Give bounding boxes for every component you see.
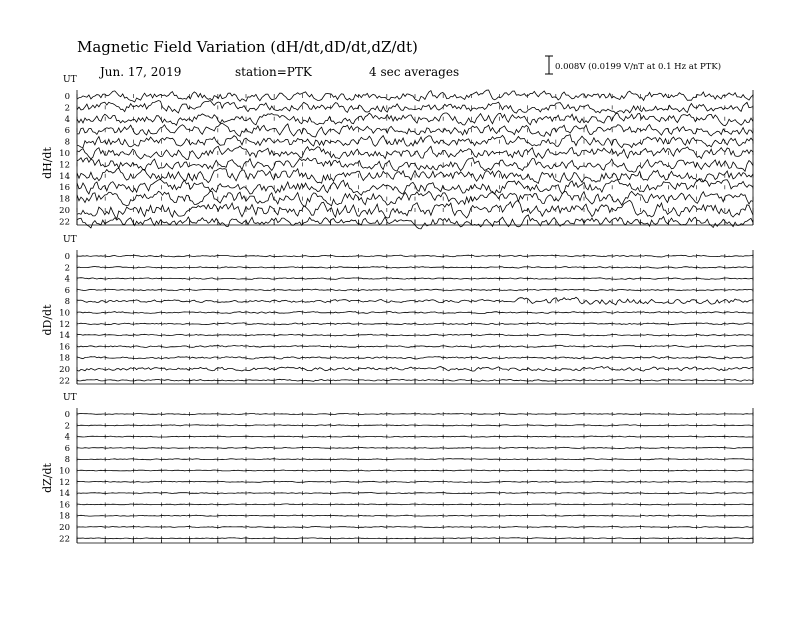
row-label-16: 16 [59,500,70,511]
panel-dH-dt [41,75,753,229]
trace-dD-dt-8 [77,297,753,305]
row-label-18: 18 [59,511,70,522]
row-label-2: 2 [64,421,70,432]
component-axis-label: dD/dt [41,304,54,336]
row-label-20: 20 [59,365,70,375]
row-label-6: 6 [64,126,70,137]
ut-label: UT [63,393,77,403]
row-label-0: 0 [64,252,70,262]
trace-dH-dt-8 [77,135,753,148]
row-label-16: 16 [59,342,70,353]
row-label-8: 8 [64,455,70,466]
row-label-10: 10 [59,466,70,477]
averaging-label: 4 sec averages [369,65,460,79]
row-label-20: 20 [59,523,70,533]
row-label-12: 12 [59,160,70,171]
ut-label: UT [63,75,77,85]
chart-title: Magnetic Field Variation (dH/dt,dD/dt,dZ/dt) [77,38,418,56]
date-label: Jun. 17, 2019 [100,65,182,79]
row-label-12: 12 [59,319,70,330]
row-label-2: 2 [64,263,70,274]
row-label-4: 4 [64,432,70,443]
row-label-18: 18 [59,353,70,364]
panel-dZ-dt [41,393,753,544]
scale-label: 0.008V (0.0199 V/nT at 0.1 Hz at PTK) [555,62,722,72]
row-label-22: 22 [59,217,70,228]
row-label-10: 10 [59,149,70,159]
row-label-22: 22 [59,376,70,387]
panel-dD-dt [41,235,753,386]
trace-dH-dt-10 [77,146,753,159]
row-label-8: 8 [64,297,70,308]
row-label-0: 0 [64,410,70,420]
row-label-8: 8 [64,137,70,148]
row-label-12: 12 [59,477,70,488]
row-label-6: 6 [64,285,70,296]
ut-label: UT [63,235,77,245]
component-axis-label: dZ/dt [41,463,54,493]
scale-bar [545,56,553,74]
panels-group [41,75,753,544]
station-label: station=PTK [235,65,312,79]
row-label-2: 2 [64,103,70,114]
row-label-18: 18 [59,194,70,205]
row-label-14: 14 [59,331,70,342]
row-label-22: 22 [59,534,70,545]
row-label-6: 6 [64,443,70,454]
row-label-0: 0 [64,92,70,102]
row-label-4: 4 [64,274,70,285]
row-label-20: 20 [59,206,70,216]
row-label-14: 14 [59,489,70,500]
row-label-4: 4 [64,114,70,125]
row-label-10: 10 [59,308,70,319]
component-axis-label: dH/dt [41,147,54,179]
row-label-14: 14 [59,171,70,182]
row-label-16: 16 [59,183,70,194]
